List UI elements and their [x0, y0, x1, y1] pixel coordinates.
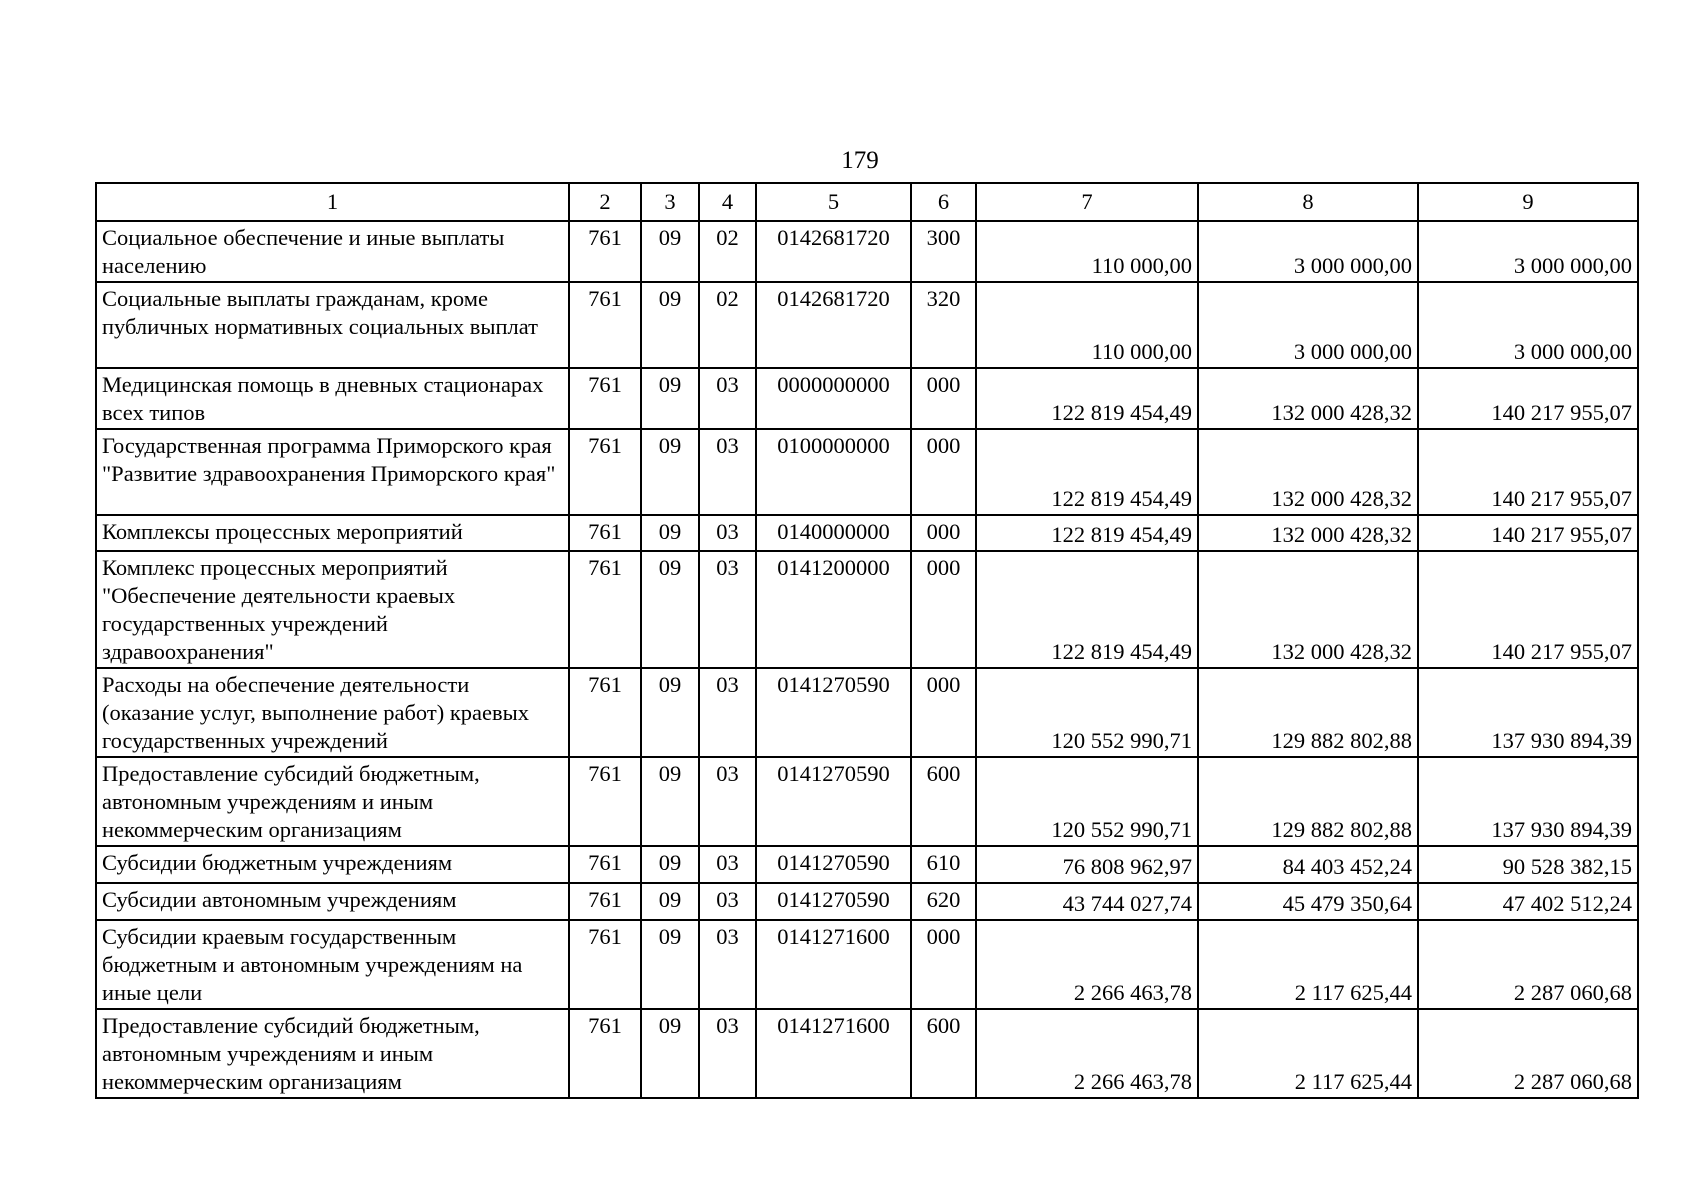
table-row — [96, 368, 1638, 429]
target-item-code-cell: 0142681720 — [756, 282, 911, 368]
header-cell-2: 2 — [569, 183, 641, 221]
ministry-code-cell: 761 — [569, 1009, 641, 1098]
amount-col9-cell: 137 930 894,39 — [1418, 668, 1638, 757]
subsection-code-cell: 03 — [699, 515, 756, 551]
header-cell-4: 4 — [699, 183, 756, 221]
subsection-code-cell: 03 — [699, 1009, 756, 1098]
section-code-cell: 09 — [641, 282, 699, 368]
section-code-cell: 09 — [641, 757, 699, 846]
section-code-cell: 09 — [641, 1009, 699, 1098]
expense-name-cell: Субсидии краевым государственным бюджетным и автономным учреждениям на иные цели — [96, 920, 569, 1009]
section-code-cell: 09 — [641, 515, 699, 551]
section-code-cell: 09 — [641, 221, 699, 282]
amount-col8-cell: 132 000 428,32 — [1198, 551, 1418, 668]
ministry-code-cell: 761 — [569, 668, 641, 757]
section-code-cell: 09 — [641, 368, 699, 429]
target-item-code-cell: 0140000000 — [756, 515, 911, 551]
table-row — [96, 920, 1638, 1009]
target-item-code-cell: 0141271600 — [756, 1009, 911, 1098]
subsection-code-cell: 03 — [699, 846, 756, 883]
amount-col8-cell: 2 117 625,44 — [1198, 920, 1418, 1009]
ministry-code-cell: 761 — [569, 368, 641, 429]
expense-type-code-cell: 610 — [911, 846, 976, 883]
subsection-code-cell: 02 — [699, 221, 756, 282]
expense-type-code-cell: 000 — [911, 515, 976, 551]
target-item-code-cell: 0141270590 — [756, 846, 911, 883]
budget-table — [95, 182, 1639, 1099]
ministry-code-cell: 761 — [569, 551, 641, 668]
expense-name-cell: Расходы на обеспечение деятельности (оказание услуг, выполнение работ) краевых государственных учреждений — [96, 668, 569, 757]
amount-col9-cell: 140 217 955,07 — [1418, 429, 1638, 515]
expense-type-code-cell: 620 — [911, 883, 976, 920]
subsection-code-cell: 03 — [699, 920, 756, 1009]
ministry-code-cell: 761 — [569, 282, 641, 368]
amount-col9-cell: 90 528 382,15 — [1418, 846, 1638, 883]
expense-name-cell: Комплекс процессных мероприятий "Обеспечение деятельности краевых государственных учреждений здравоохранения" — [96, 551, 569, 668]
table-header — [96, 183, 1638, 221]
expense-type-code-cell: 600 — [911, 1009, 976, 1098]
header-cell-3: 3 — [641, 183, 699, 221]
subsection-code-cell: 03 — [699, 429, 756, 515]
section-code-cell: 09 — [641, 846, 699, 883]
header-cell-8: 8 — [1198, 183, 1418, 221]
header-cell-5: 5 — [756, 183, 911, 221]
expense-type-code-cell: 300 — [911, 221, 976, 282]
amount-col9-cell: 2 287 060,68 — [1418, 1009, 1638, 1098]
table-row — [96, 846, 1638, 883]
expense-type-code-cell: 000 — [911, 668, 976, 757]
target-item-code-cell: 0141271600 — [756, 920, 911, 1009]
expense-name-cell: Медицинская помощь в дневных стационарах всех типов — [96, 368, 569, 429]
expense-name-cell: Субсидии бюджетным учреждениям — [96, 846, 569, 883]
expense-name-cell: Государственная программа Приморского края "Развитие здравоохранения Приморского края" — [96, 429, 569, 515]
subsection-code-cell: 03 — [699, 757, 756, 846]
header-cell-9: 9 — [1418, 183, 1638, 221]
expense-name-cell: Социальные выплаты гражданам, кроме публичных нормативных социальных выплат — [96, 282, 569, 368]
amount-col7-cell: 122 819 454,49 — [976, 368, 1198, 429]
expense-name-cell: Субсидии автономным учреждениям — [96, 883, 569, 920]
expense-type-code-cell: 000 — [911, 429, 976, 515]
amount-col8-cell: 84 403 452,24 — [1198, 846, 1418, 883]
amount-col7-cell: 2 266 463,78 — [976, 920, 1198, 1009]
amount-col9-cell: 137 930 894,39 — [1418, 757, 1638, 846]
expense-name-cell: Предоставление субсидий бюджетным, автономным учреждениям и иным некоммерческим организациям — [96, 757, 569, 846]
table-row — [96, 883, 1638, 920]
ministry-code-cell: 761 — [569, 920, 641, 1009]
ministry-code-cell: 761 — [569, 846, 641, 883]
amount-col7-cell: 122 819 454,49 — [976, 515, 1198, 551]
expense-name-cell: Социальное обеспечение и иные выплаты населению — [96, 221, 569, 282]
amount-col7-cell: 43 744 027,74 — [976, 883, 1198, 920]
amount-col8-cell: 132 000 428,32 — [1198, 368, 1418, 429]
amount-col8-cell: 132 000 428,32 — [1198, 515, 1418, 551]
expense-type-code-cell: 000 — [911, 551, 976, 668]
subsection-code-cell: 03 — [699, 368, 756, 429]
table-row — [96, 221, 1638, 282]
expense-type-code-cell: 000 — [911, 920, 976, 1009]
table-row — [96, 429, 1638, 515]
amount-col8-cell: 45 479 350,64 — [1198, 883, 1418, 920]
ministry-code-cell: 761 — [569, 429, 641, 515]
table-row — [96, 551, 1638, 668]
header-cell-6: 6 — [911, 183, 976, 221]
amount-col8-cell: 3 000 000,00 — [1198, 221, 1418, 282]
target-item-code-cell: 0100000000 — [756, 429, 911, 515]
target-item-code-cell: 0141270590 — [756, 668, 911, 757]
table-row — [96, 282, 1638, 368]
amount-col7-cell: 122 819 454,49 — [976, 551, 1198, 668]
amount-col7-cell: 110 000,00 — [976, 282, 1198, 368]
table-row — [96, 515, 1638, 551]
amount-col9-cell: 47 402 512,24 — [1418, 883, 1638, 920]
target-item-code-cell: 0141270590 — [756, 757, 911, 846]
expense-type-code-cell: 320 — [911, 282, 976, 368]
page-number: 179 — [841, 147, 879, 174]
amount-col8-cell: 3 000 000,00 — [1198, 282, 1418, 368]
ministry-code-cell: 761 — [569, 515, 641, 551]
expense-type-code-cell: 600 — [911, 757, 976, 846]
subsection-code-cell: 03 — [699, 883, 756, 920]
table-body — [96, 221, 1638, 1098]
amount-col8-cell: 132 000 428,32 — [1198, 429, 1418, 515]
amount-col9-cell: 140 217 955,07 — [1418, 515, 1638, 551]
expense-type-code-cell: 000 — [911, 368, 976, 429]
amount-col8-cell: 129 882 802,88 — [1198, 668, 1418, 757]
subsection-code-cell: 03 — [699, 668, 756, 757]
amount-col9-cell: 2 287 060,68 — [1418, 920, 1638, 1009]
amount-col7-cell: 122 819 454,49 — [976, 429, 1198, 515]
target-item-code-cell: 0141270590 — [756, 883, 911, 920]
amount-col7-cell: 110 000,00 — [976, 221, 1198, 282]
section-code-cell: 09 — [641, 920, 699, 1009]
section-code-cell: 09 — [641, 551, 699, 668]
amount-col9-cell: 140 217 955,07 — [1418, 551, 1638, 668]
ministry-code-cell: 761 — [569, 757, 641, 846]
section-code-cell: 09 — [641, 429, 699, 515]
table-row — [96, 1009, 1638, 1098]
table-row — [96, 757, 1638, 846]
section-code-cell: 09 — [641, 668, 699, 757]
ministry-code-cell: 761 — [569, 883, 641, 920]
expense-name-cell: Предоставление субсидий бюджетным, автономным учреждениям и иным некоммерческим организациям — [96, 1009, 569, 1098]
header-cell-7: 7 — [976, 183, 1198, 221]
amount-col9-cell: 3 000 000,00 — [1418, 282, 1638, 368]
target-item-code-cell: 0142681720 — [756, 221, 911, 282]
ministry-code-cell: 761 — [569, 221, 641, 282]
amount-col7-cell: 120 552 990,71 — [976, 757, 1198, 846]
amount-col7-cell: 2 266 463,78 — [976, 1009, 1198, 1098]
amount-col7-cell: 76 808 962,97 — [976, 846, 1198, 883]
expense-name-cell: Комплексы процессных мероприятий — [96, 515, 569, 551]
section-code-cell: 09 — [641, 883, 699, 920]
subsection-code-cell: 02 — [699, 282, 756, 368]
subsection-code-cell: 03 — [699, 551, 756, 668]
amount-col8-cell: 2 117 625,44 — [1198, 1009, 1418, 1098]
amount-col8-cell: 129 882 802,88 — [1198, 757, 1418, 846]
target-item-code-cell: 0000000000 — [756, 368, 911, 429]
table-row — [96, 668, 1638, 757]
header-row — [96, 183, 1638, 221]
target-item-code-cell: 0141200000 — [756, 551, 911, 668]
amount-col9-cell: 3 000 000,00 — [1418, 221, 1638, 282]
amount-col9-cell: 140 217 955,07 — [1418, 368, 1638, 429]
amount-col7-cell: 120 552 990,71 — [976, 668, 1198, 757]
header-cell-1: 1 — [96, 183, 569, 221]
